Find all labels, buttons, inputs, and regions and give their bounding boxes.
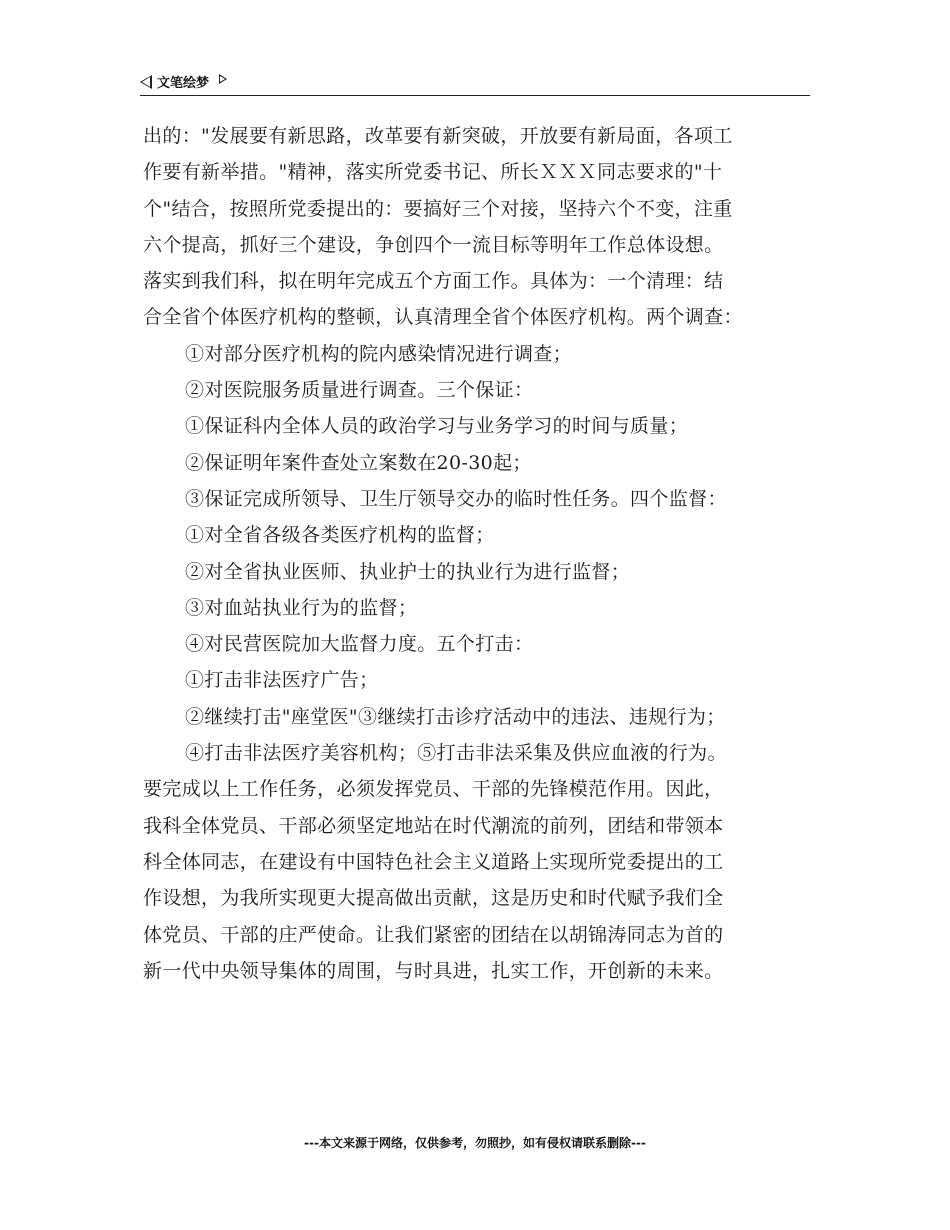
body-line: ①对部分医疗机构的院内感染情况进行调查； [185,342,573,365]
body-line: 个"结合，按照所党委提出的：要搞好三个对接，坚持六个不变，注重 [143,197,733,220]
body-line: 新一代中央领导集体的周围，与时具进，扎实工作，开创新的未来。 [143,959,724,982]
body-line: ②保证明年案件查处立案数在20-30起； [185,451,532,474]
body-line: ③对血站执业行为的监督； [185,596,418,619]
body-line: ①打击非法医疗广告； [185,669,379,692]
body-line: 六个提高，抓好三个建设，争创四个一流目标等明年工作总体设想。 [143,233,724,256]
body-line: ②继续打击"座堂医"③继续打击诊疗活动中的违法、违规行为； [185,705,726,728]
body-line: ①保证科内全体人员的政治学习与业务学习的时间与质量； [185,415,689,438]
document-body [143,118,811,989]
body-line: 落实到我们科，拟在明年完成五个方面工作。具体为：一个清理：结 [143,270,724,293]
body-line: 我科全体党员、干部必须坚定地站在时代潮流的前列，团结和带领本 [143,814,724,837]
body-line: ④打击非法医疗美容机构；⑤打击非法采集及供应血液的行为。 [185,742,727,765]
page-header [140,72,810,94]
body-line: 作要有新举措。"精神，落实所党委书记、所长ＸＸＸ同志要求的"十 [143,161,723,184]
body-line: 作设想，为我所实现更大提高做出贡献，这是历史和时代赋予我们全 [143,887,724,910]
body-line: ②对全省执业医师、执业护士的执业行为进行监督； [185,560,631,583]
body-line: 体党员、干部的庄严使命。让我们紧密的团结在以胡锦涛同志为首的 [143,923,724,946]
header-divider [140,95,810,96]
body-line: 出的："发展要有新思路，改革要有新突破，开放要有新局面，各项工 [143,125,733,147]
body-line: ③保证完成所领导、卫生厅领导交办的临时性任务。四个监督： [185,487,727,510]
body-line: 要完成以上工作任务，必须发挥党员、干部的先锋模范作用。因此， [143,778,724,801]
body-line: 科全体同志，在建设有中国特色社会主义道路上实现所党委提出的工 [143,850,724,873]
triangle-left-icon [140,75,152,89]
triangle-right-icon [219,74,227,84]
body-line: ①对全省各级各类医疗机构的监督； [185,524,495,547]
footer-disclaimer: ---本文来源于网络，仅供参考，勿照抄，如有侵权请联系删除--- [304,1136,646,1150]
body-line: ②对医院服务质量进行调查。三个保证： [185,379,534,402]
header-brand-group [140,72,227,91]
header-brand: 文笔绘梦 [157,76,210,91]
body-line: ④对民营医院加大监督力度。五个打击： [185,633,534,656]
body-line: 合全省个体医疗机构的整顿，认真清理全省个体医疗机构。两个调查： [143,306,743,329]
